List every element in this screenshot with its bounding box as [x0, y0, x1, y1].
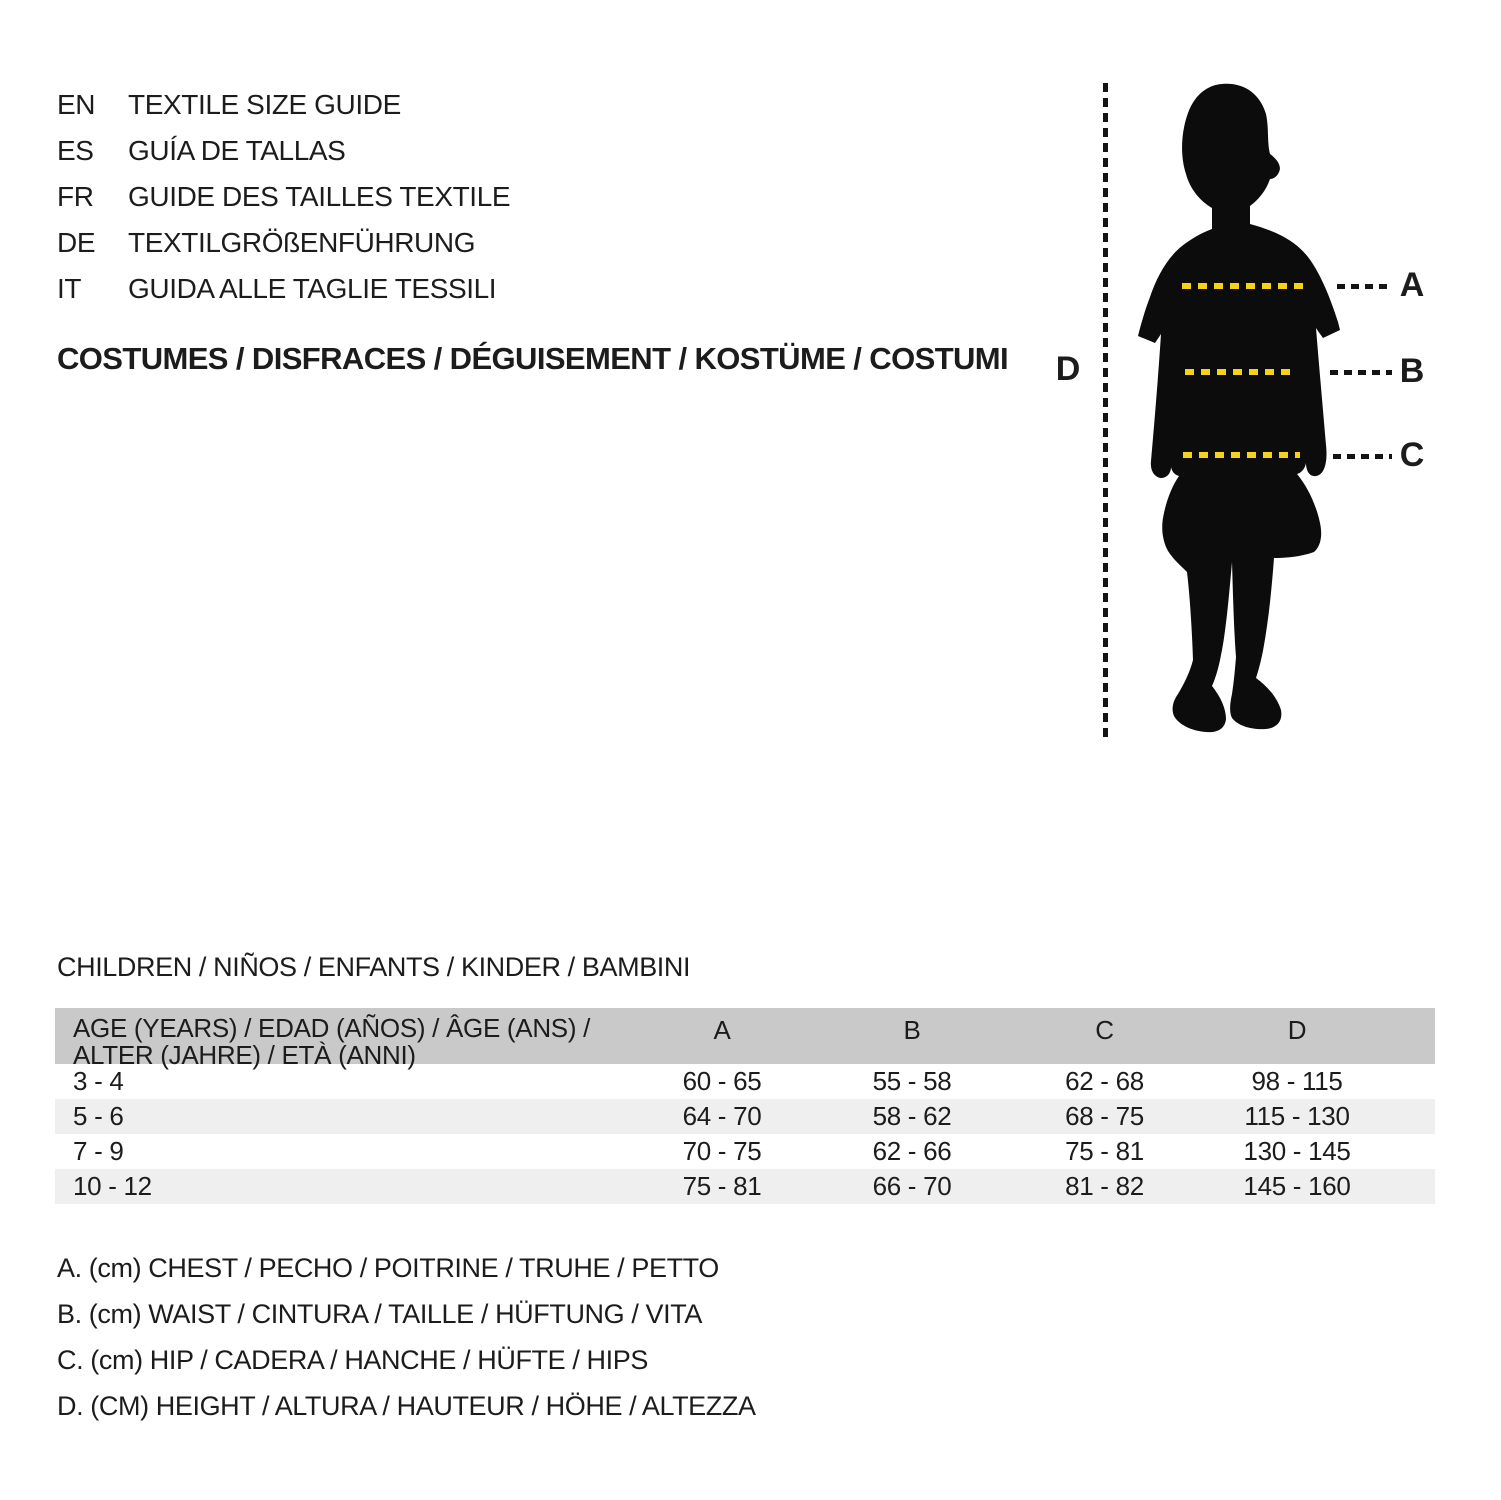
- language-row-fr: [57, 174, 510, 220]
- waist-cell: 66 - 70: [872, 1171, 952, 1201]
- height-cell: 130 - 145: [1243, 1136, 1351, 1166]
- language-row-de: [57, 220, 510, 266]
- language-code: EN: [57, 89, 96, 120]
- language-row-it: [57, 266, 510, 312]
- table-row: [55, 1169, 1435, 1204]
- measure-label-a: A: [1399, 266, 1425, 304]
- age-cell: 7 - 9: [73, 1136, 124, 1166]
- height-dotted-line: [1103, 83, 1108, 743]
- age-column-header: [55, 1008, 627, 1069]
- legend-height: D. (CM) HEIGHT / ALTURA / HAUTEUR / HÖHE / ALTEZZA: [57, 1390, 756, 1421]
- measure-label-c: C: [1399, 436, 1425, 474]
- language-label: TEXTILGRÖßENFÜHRUNG: [128, 227, 476, 258]
- chest-leader-line: [1337, 284, 1392, 289]
- language-label: GUÍA DE TALLAS: [128, 135, 346, 166]
- hip-cell: 75 - 81: [1065, 1136, 1144, 1166]
- language-row-en: [57, 82, 510, 128]
- language-list: [57, 82, 510, 312]
- age-header-line1: AGE (YEARS) / EDAD (AÑOS) / ÂGE (ANS) /: [73, 1013, 591, 1043]
- language-code: FR: [57, 181, 94, 212]
- size-table: [55, 1008, 1435, 1204]
- column-header-d: D: [1287, 1015, 1307, 1045]
- chest-cell: 70 - 75: [682, 1136, 762, 1166]
- column-header-b: B: [903, 1015, 921, 1045]
- legend-chest: A. (cm) CHEST / PECHO / POITRINE / TRUHE / PETTO: [57, 1252, 719, 1283]
- language-label: TEXTILE SIZE GUIDE: [128, 89, 401, 120]
- age-cell: 3 - 4: [73, 1066, 124, 1096]
- height-cell: 98 - 115: [1251, 1066, 1343, 1096]
- language-code: ES: [57, 135, 94, 166]
- chest-cell: 60 - 65: [682, 1066, 762, 1096]
- height-cell: 145 - 160: [1243, 1171, 1351, 1201]
- age-header-line2: ALTER (JAHRE) / ETÀ (ANNI): [73, 1040, 416, 1070]
- language-label: GUIDA ALLE TAGLIE TESSILI: [128, 273, 497, 304]
- table-row: [55, 1064, 1435, 1099]
- age-cell: 5 - 6: [73, 1101, 124, 1131]
- column-header-c: C: [1095, 1015, 1114, 1045]
- table-row: [55, 1099, 1435, 1134]
- legend-hip: C. (cm) HIP / CADERA / HANCHE / HÜFTE / HIPS: [57, 1344, 648, 1375]
- chest-measure-line: [1182, 283, 1308, 289]
- waist-cell: 58 - 62: [872, 1101, 952, 1131]
- hip-cell: 81 - 82: [1065, 1171, 1144, 1201]
- language-code: IT: [57, 273, 82, 304]
- measure-label-b: B: [1399, 352, 1425, 390]
- chest-cell: 64 - 70: [682, 1101, 762, 1131]
- column-header-a: A: [713, 1015, 731, 1045]
- language-label: GUIDE DES TAILLES TEXTILE: [128, 181, 511, 212]
- waist-measure-line: [1185, 369, 1297, 375]
- hip-leader-line: [1333, 454, 1392, 459]
- waist-cell: 55 - 58: [872, 1066, 952, 1096]
- height-cell: 115 - 130: [1244, 1101, 1350, 1131]
- height-label-d: D: [1055, 350, 1081, 388]
- table-row: [55, 1134, 1435, 1169]
- hip-measure-line: [1183, 452, 1300, 458]
- chest-cell: 75 - 81: [682, 1171, 762, 1201]
- waist-leader-line: [1330, 370, 1392, 375]
- legend-waist: B. (cm) WAIST / CINTURA / TAILLE / HÜFTUNG / VITA: [57, 1298, 702, 1329]
- language-code: DE: [57, 227, 96, 258]
- table-header-row: [55, 1008, 1435, 1070]
- age-cell: 10 - 12: [73, 1171, 152, 1201]
- waist-cell: 62 - 66: [872, 1136, 952, 1166]
- child-silhouette-icon: [1130, 80, 1365, 748]
- hip-cell: 68 - 75: [1065, 1101, 1144, 1131]
- hip-cell: 62 - 68: [1065, 1066, 1144, 1096]
- category-heading: COSTUMES / DISFRACES / DÉGUISEMENT / KOSTÜME / COSTUMI: [57, 341, 1009, 376]
- children-section-heading: CHILDREN / NIÑOS / ENFANTS / KINDER / BAMBINI: [57, 952, 691, 982]
- language-row-es: [57, 128, 510, 174]
- measurement-legend: [57, 1245, 756, 1429]
